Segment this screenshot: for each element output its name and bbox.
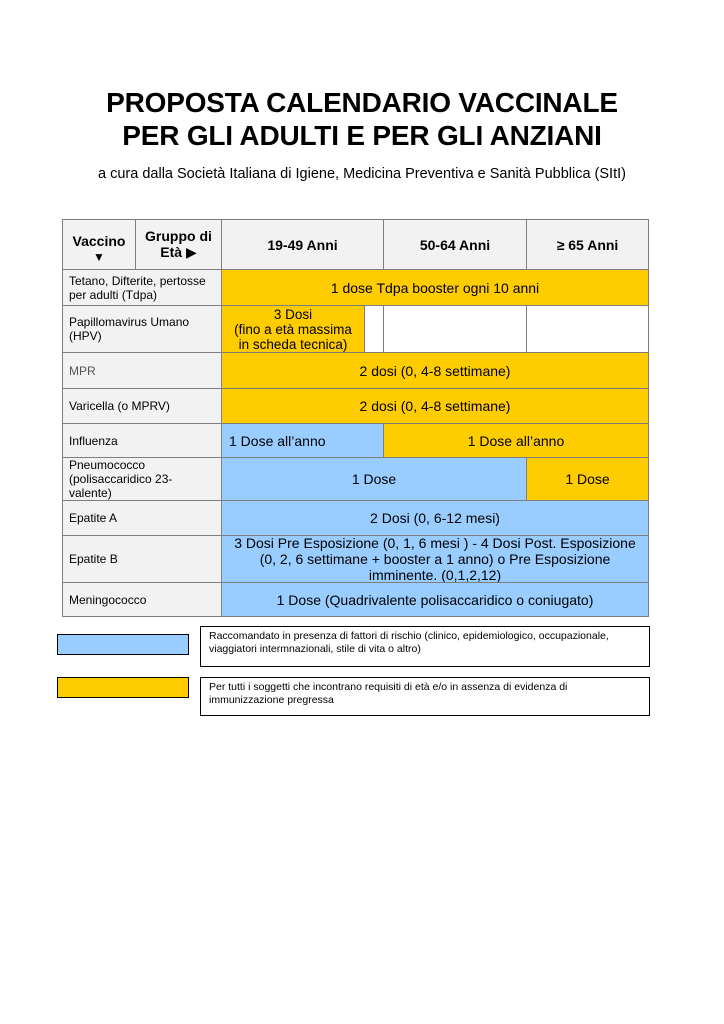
legend-yellow-swatch	[57, 677, 189, 698]
header-vaccino	[62, 219, 136, 270]
dose-hpv-19-49	[221, 305, 365, 353]
dose-mpr-all-ages: 2 dosi (0, 4-8 settimane)	[221, 352, 649, 389]
page-title	[0, 86, 724, 152]
vaccine-name-mpr: MPR	[62, 352, 222, 389]
title-line-1: PROPOSTA CALENDARIO VACCINALE	[106, 87, 618, 118]
vaccine-name-tdpa: Tetano, Difterite, pertosse per adulti (Tdpa)	[62, 269, 222, 306]
dose-epatite-b-all-ages: 3 Dosi Pre Esposizione (0, 1, 6 mesi ) - 4 Dosi Post. Esposizione (0, 2, 6 settimane + booster a 1 anno) o Pre Esposizione imminente. (0,1,2,12)	[221, 535, 649, 583]
dose-pneumococco-65-plus: 1 Dose	[526, 457, 649, 501]
header-age-65-plus: ≥ 65 Anni	[526, 219, 649, 270]
dose-epatite-a-all-ages: 2 Dosi (0, 6-12 mesi)	[221, 500, 649, 536]
legend-yellow-text: Per tutti i soggetti che incontrano requisiti di età e/o in assenza di evidenza di immunizzazione pregressa	[200, 677, 650, 716]
header-vaccino-label: Vaccino	[72, 232, 126, 249]
header-gruppo-line1: Gruppo di	[145, 228, 212, 244]
title-line-2: PER GLI ADULTI E PER GLI ANZIANI	[122, 120, 602, 151]
dose-pneumococco-under-65: 1 Dose	[221, 457, 527, 501]
header-age-50-64: 50-64 Anni	[383, 219, 527, 270]
empty-hpv-cell-1	[364, 305, 384, 353]
dose-meningococco-all-ages: 1 Dose (Quadrivalente polisaccaridico o coniugato)	[221, 582, 649, 617]
header-gruppo-line2: Età ▶	[160, 244, 197, 260]
vaccine-name-pneumococco: Pneumococco (polisaccaridico 23-valente)	[62, 457, 222, 501]
hpv-dose-line2: (fino a età massima	[234, 321, 352, 337]
vaccine-name-influenza: Influenza	[62, 423, 222, 458]
vaccine-name-meningococco: Meningococco	[62, 582, 222, 617]
hpv-dose-line3: in scheda tecnica)	[238, 336, 348, 352]
empty-hpv-cell-3	[526, 305, 649, 353]
dose-tdpa-all-ages: 1 dose Tdpa booster ogni 10 anni	[221, 269, 649, 306]
vaccine-name-epatite-a: Epatite A	[62, 500, 222, 536]
dose-varicella-all-ages: 2 dosi (0, 4-8 settimane)	[221, 388, 649, 424]
vaccine-name-varicella: Varicella (o MPRV)	[62, 388, 222, 424]
header-gruppo-eta	[135, 219, 222, 270]
down-arrow-icon: ▼	[93, 249, 105, 264]
vaccine-name-hpv: Papillomavirus Umano (HPV)	[62, 305, 222, 353]
dose-influenza-50-plus: 1 Dose all’anno	[383, 423, 649, 458]
legend-blue-swatch	[57, 634, 189, 655]
vaccine-name-epatite-b: Epatite B	[62, 535, 222, 583]
empty-hpv-cell-2	[383, 305, 527, 353]
hpv-dose-line1: 3 Dosi	[273, 306, 313, 322]
dose-influenza-19-49: 1 Dose all’anno	[221, 423, 384, 458]
page-subtitle: a cura dalla Società Italiana di Igiene, Medicina Preventiva e Sanità Pubblica (SItI)	[98, 166, 626, 182]
header-age-19-49: 19-49 Anni	[221, 219, 384, 270]
legend-blue-text: Raccomandato in presenza di fattori di rischio (clinico, epidemiologico, occupazionale, viaggiatori intermnazionali, stile di vita o altro)	[200, 626, 650, 667]
